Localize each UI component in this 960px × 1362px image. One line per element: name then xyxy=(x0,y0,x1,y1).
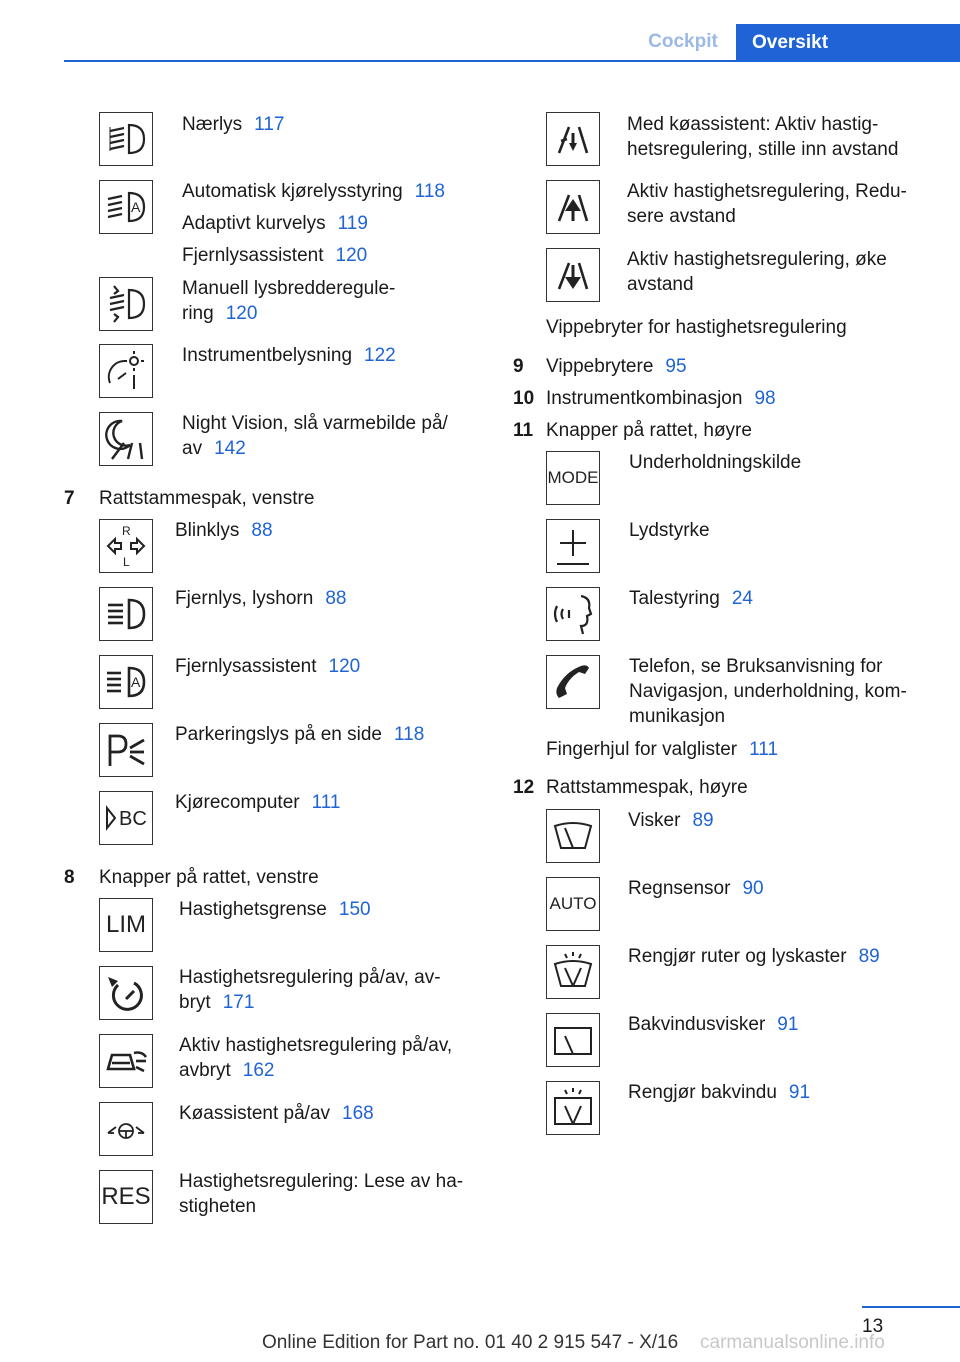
entry-voice-control xyxy=(629,586,753,611)
instrument-lighting-icon xyxy=(99,344,153,398)
entry-headlight-range xyxy=(182,276,395,326)
rain-sensor-icon xyxy=(546,877,600,931)
parking-light-icon xyxy=(99,723,153,777)
entry-cruise-control xyxy=(179,965,441,1015)
page-link[interactable]: 171 xyxy=(222,992,255,1013)
entry-line1: Aktiv hastighetsregulering, øke xyxy=(627,249,887,270)
entry-label: Bakvindusvisker xyxy=(628,1014,766,1035)
entry-label: Parkeringslys på en side xyxy=(175,724,382,745)
entry-queue-assist xyxy=(179,1101,374,1126)
entry-washer xyxy=(628,944,880,969)
entry-resume xyxy=(179,1169,463,1219)
section-number: 7 xyxy=(64,488,75,509)
page-link[interactable]: 89 xyxy=(858,946,880,967)
page-link[interactable]: 88 xyxy=(251,520,273,541)
entry-label: Talestyring xyxy=(629,588,720,609)
entry-label: Visker xyxy=(628,810,681,831)
auto-a-glyph: A xyxy=(131,199,141,215)
section-title: Knapper på rattet, venstre xyxy=(99,867,319,888)
board-computer-icon xyxy=(99,791,153,845)
entry-thumbwheel xyxy=(546,737,778,762)
voice-control-icon xyxy=(546,587,600,641)
entry-wiper xyxy=(628,808,714,833)
speed-limit-icon xyxy=(99,898,153,952)
page-link[interactable]: 162 xyxy=(242,1060,275,1081)
entry-label: Rengjør ruter og lyskaster xyxy=(628,946,847,967)
section-title: Rattstammespak, venstre xyxy=(99,488,315,509)
lim-glyph: LIM xyxy=(105,911,146,938)
entry-high-beam-assist-2 xyxy=(175,654,360,679)
entry-label: Hastighetsgrense xyxy=(179,899,327,920)
entry-volume: Lydstyrke xyxy=(629,520,710,541)
wiper-icon xyxy=(546,809,600,863)
page-link[interactable]: 24 xyxy=(731,588,753,609)
page-link[interactable]: 91 xyxy=(777,1014,799,1035)
entry-line1: Hastighetsregulering på/av, av- xyxy=(179,967,441,988)
entry-parking-light xyxy=(175,722,424,747)
page-link[interactable]: 111 xyxy=(749,739,779,760)
section-number: 11 xyxy=(513,420,534,441)
page-link[interactable]: 168 xyxy=(342,1103,374,1124)
turn-signal-icon xyxy=(99,519,153,573)
entry-label: Rengjør bakvindu xyxy=(628,1082,777,1103)
page-link[interactable]: 118 xyxy=(394,724,425,745)
page-link[interactable]: 88 xyxy=(325,588,347,609)
page-link[interactable]: 150 xyxy=(338,899,371,920)
entry-increase-distance xyxy=(627,247,887,297)
mode-icon xyxy=(546,451,600,505)
page-link[interactable]: 98 xyxy=(754,388,776,409)
entry-reduce-distance xyxy=(627,179,907,229)
entry-speed-limit xyxy=(179,897,371,922)
high-beam-assist-icon xyxy=(99,655,153,709)
entry-line1: Telefon, se Bruksanvisning for xyxy=(629,656,883,677)
reduce-distance-icon xyxy=(546,180,600,234)
headlight-range-icon xyxy=(99,277,153,331)
entry-line2: stigheten xyxy=(179,1196,257,1217)
page-link[interactable]: 120 xyxy=(335,245,368,266)
phone-icon xyxy=(546,655,600,709)
entry-line1: Manuell lysbredderegule- xyxy=(182,278,396,299)
entry-phone xyxy=(629,654,907,729)
washer-icon xyxy=(546,945,600,999)
page-link[interactable]: 89 xyxy=(692,810,714,831)
page-number: 13 xyxy=(862,1316,884,1337)
entry-label: Nærlys xyxy=(182,114,243,135)
entry-label: Instrumentkombinasjon xyxy=(546,388,743,409)
entry-label: Vippebrytere xyxy=(546,356,654,377)
section-title: Knapper på rattet, høyre xyxy=(546,420,752,441)
entry-label: Instrumentbelysning xyxy=(182,345,353,366)
entry-label: Fjernlysassistent xyxy=(175,656,317,677)
auto-headlight-icon xyxy=(99,180,153,234)
entry-label: Fjernlysassistent xyxy=(182,245,324,266)
entry-line2: av xyxy=(182,438,203,459)
entry-rear-wiper xyxy=(628,1012,798,1037)
night-vision-icon xyxy=(99,412,153,466)
entry-rear-washer xyxy=(628,1080,810,1105)
section-number: 10 xyxy=(513,388,535,409)
page-link[interactable]: 119 xyxy=(337,213,368,234)
blink-l-glyph: L xyxy=(123,555,130,568)
section-title: Rattstammespak, høyre xyxy=(546,777,748,798)
watermark: carmanualsonline.info xyxy=(700,1332,885,1353)
entry-line2: hetsregulering, stille inn avstand xyxy=(627,139,899,160)
entry-line1: Night Vision, slå varmebilde på/ xyxy=(182,413,448,434)
entry-rocker-cruise: Vippebryter for hastighetsregulering xyxy=(546,317,847,338)
page-link[interactable]: 117 xyxy=(254,114,285,135)
page-link[interactable]: 142 xyxy=(214,438,246,459)
page-link[interactable]: 122 xyxy=(364,345,396,366)
tab-cockpit[interactable]: Cockpit xyxy=(648,31,718,52)
entry-high-beam xyxy=(175,586,346,611)
page-link[interactable]: 118 xyxy=(414,181,445,202)
edition-text: Online Edition for Part no. 01 40 2 915 547 - X/16 xyxy=(262,1332,679,1353)
entry-line1: Hastighetsregulering: Lese av ha- xyxy=(179,1171,464,1192)
entry-label: Blinklys xyxy=(175,520,240,541)
entry-auto-headlight xyxy=(182,179,445,204)
entry-line2: bryt xyxy=(179,992,211,1013)
entry-instrument-cluster xyxy=(546,386,776,411)
cruise-control-icon xyxy=(99,966,153,1020)
entry-label: Automatisk kjørelysstyring xyxy=(182,181,403,202)
increase-distance-icon xyxy=(546,248,600,302)
res-glyph: RES xyxy=(101,1183,151,1210)
entry-label: Kjørecomputer xyxy=(175,792,300,813)
entry-rain-sensor xyxy=(628,876,764,901)
high-beam-icon xyxy=(99,587,153,641)
entry-label: Fjernlys, lyshorn xyxy=(175,588,314,609)
page-link[interactable]: 111 xyxy=(311,792,341,813)
entry-adaptive-curve xyxy=(182,211,368,236)
entry-turn-signal xyxy=(175,518,273,543)
entry-board-computer xyxy=(175,790,341,815)
entry-line1: Med køassistent: Aktiv hastig- xyxy=(627,114,879,135)
footer-rule xyxy=(862,1306,960,1308)
resume-icon xyxy=(99,1170,153,1224)
entry-active-cruise xyxy=(179,1033,452,1083)
entry-low-beam xyxy=(182,112,284,137)
rear-wiper-icon xyxy=(546,1013,600,1067)
active-cruise-icon xyxy=(99,1034,153,1088)
auto-a-glyph: A xyxy=(131,674,141,690)
blink-r-glyph: R xyxy=(122,524,131,538)
mode-glyph: MODE xyxy=(547,468,599,487)
page-link[interactable]: 120 xyxy=(225,303,258,324)
set-distance-icon xyxy=(546,112,600,166)
page-link[interactable]: 91 xyxy=(788,1082,811,1103)
rear-washer-icon xyxy=(546,1081,600,1135)
entry-line2: ring xyxy=(182,303,214,324)
entry-line1: Aktiv hastighetsregulering på/av, xyxy=(179,1035,453,1056)
entry-high-beam-assist xyxy=(182,243,367,268)
page-link[interactable]: 95 xyxy=(665,356,687,377)
entry-night-vision xyxy=(182,411,448,461)
entry-rocker xyxy=(546,354,687,379)
tab-oversikt[interactable]: Oversikt xyxy=(736,24,960,62)
entry-label: Fingerhjul for valglister xyxy=(546,739,738,760)
entry-line1: Aktiv hastighetsregulering, Redu- xyxy=(627,181,907,202)
entry-label: Køassistent på/av xyxy=(179,1103,331,1124)
entry-line2: Navigasjon, underholdning, kom- xyxy=(629,681,907,702)
page-link[interactable]: 120 xyxy=(328,656,361,677)
section-number: 8 xyxy=(64,867,75,888)
entry-line2: avstand xyxy=(627,274,694,295)
entry-line2: avbryt xyxy=(179,1060,231,1081)
entry-instrument-lighting xyxy=(182,343,396,368)
entry-line3: munikasjon xyxy=(629,706,726,727)
section-number: 12 xyxy=(513,777,535,798)
volume-icon xyxy=(546,519,600,573)
entry-entertainment-source: Underholdningskilde xyxy=(629,452,802,473)
bc-glyph: BC xyxy=(119,808,147,830)
entry-set-distance xyxy=(627,112,898,162)
queue-assist-icon xyxy=(99,1102,153,1156)
page-link[interactable]: 90 xyxy=(742,878,764,899)
entry-label: Adaptivt kurvelys xyxy=(182,213,326,234)
low-beam-icon xyxy=(99,112,153,166)
entry-line2: sere avstand xyxy=(627,206,736,227)
entry-label: Regnsensor xyxy=(628,878,731,899)
section-number: 9 xyxy=(513,356,524,377)
auto-glyph: AUTO xyxy=(549,894,597,913)
